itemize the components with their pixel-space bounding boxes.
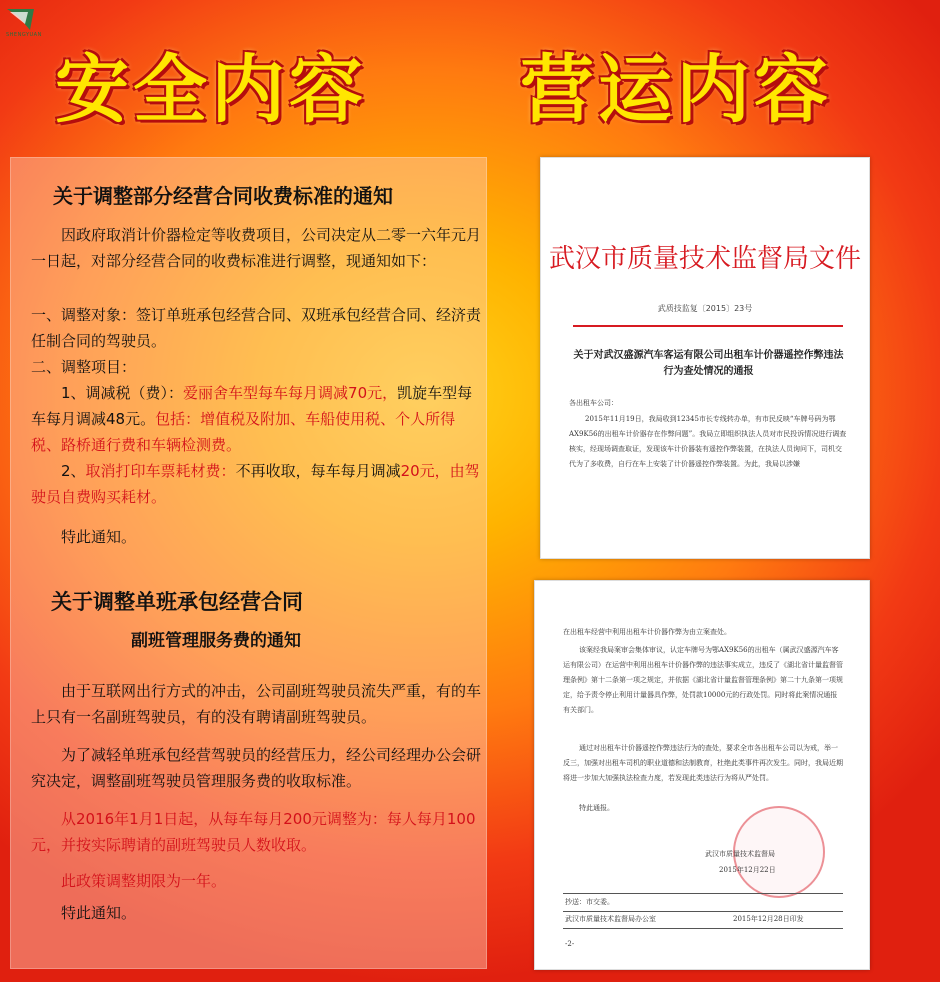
notice2-subtitle: 副班管理服务费的通知 (131, 631, 301, 651)
doc-header: 武汉市质量技术监督局文件 (548, 244, 861, 274)
notice1-item1: 一、调整对象：签订单班承包经营合同、双班承包经营合同、经济责任制合同的驾驶员。 (31, 306, 482, 350)
sub1-label: 1、调减税（费）： (61, 384, 184, 402)
doc2-signature: 武汉市质量技术监督局 (705, 850, 775, 858)
notice1-item2: 二、调整项目： (31, 358, 137, 376)
notice2-para4: 此政策调整期限为一年。 (61, 872, 227, 890)
sub2-black: 不再收取，每车每月调减 (235, 462, 401, 480)
doc2-para2: 通过对出租车计价器遥控作弊违法行为的查处，要求全市各出租车公司以为戒，举一反三，加强对出租车司机的职业道德和法制教育，杜绝此类事件再次发生。同时，我局近期将进一步加大加强执法检查力度，若发现此类违法行为将从严处罚。 (563, 744, 843, 782)
doc2-closing: 特此通报。 (579, 804, 614, 812)
logo-text: SHENGYUAN (6, 32, 42, 38)
sub2-red: 取消打印车票耗材费： (85, 462, 236, 480)
doc-subject: 关于对武汉盛源汽车客运有限公司出租车计价器遥控作弊违法行为查处情况的通报 (573, 350, 844, 377)
sub1-red2: 包括：增值税及附加、车船使用税、个人所得税、路桥通行费和车辆检测费。 (31, 410, 456, 454)
notice1-title: 关于调整部分经营合同收费标准的通知 (53, 184, 393, 208)
doc2-page-mark: -2- (565, 940, 575, 948)
footer-rule-top (563, 893, 843, 894)
doc2-cc: 抄送：市交委。 (565, 898, 614, 906)
notice2-title: 关于调整单班承包经营合同 (51, 590, 303, 614)
notice2-para2: 为了减轻单班承包经营驾驶员的经营压力，经公司经理办公会研究决定，调整副班驾驶员管理服务费的收取标准。 (31, 746, 482, 790)
notice1-intro: 因政府取消计价器检定等收费项目，公司决定从二零一六年元月一日起，对部分经营合同的收费标准进行调整，现通知如下： (31, 226, 482, 270)
safety-headline: 安全内容 (55, 47, 367, 133)
doc2-line1: 在出租车经营中利用出租车计价器作弊为由立案查处。 (563, 628, 731, 636)
notice2-para3: 从2016年1月1日起，从每车每月200元调整为：每人每月100元，并按实际聘请的副班驾驶员人数收取。 (31, 810, 476, 854)
operations-headline: 营运内容 (520, 47, 832, 133)
notice2-closing: 特此通知。 (61, 904, 137, 922)
bus-logo-icon (4, 4, 38, 34)
footer-rule-bottom (563, 928, 843, 929)
doc2-date: 2015年12月22日 (719, 866, 776, 874)
sub1-red: 爱丽舍车型每车每月调减70元， (183, 384, 398, 402)
sub1-black: 凯旋车型每车每月调减48元。 (31, 384, 473, 428)
doc-number: 武质技监复〔2015〕23号 (657, 304, 753, 313)
notice2-para1: 由于互联网出行方式的冲击，公司副班驾驶员流失严重，有的车上只有一名副班驾驶员，有的没有聘请副班驾驶员。 (31, 682, 482, 726)
sub2-prefix: 2、 (61, 462, 86, 480)
doc-red-rule (573, 325, 843, 327)
notice1-sub2 (31, 458, 481, 510)
document-page-1 (540, 157, 870, 559)
doc1-body: 2015年11月19日，我局收到12345市长专线转办单，有市民反映“车牌号码为鄂AX9K56的出租车计价器存在作弊问题”。我局立即组织执法人员对市民投诉情况进行调查核实，经现场调查取证，发现该车计价器装有遥控作弊装置，在执法人员询问下，司机交代为了多收费，自行在车上安装了计价器遥控作弊装置。为此，我局以涉嫌 (569, 415, 847, 468)
sub2-red2: 20元，由驾驶员自费购买耗材。 (31, 462, 480, 506)
document-page-2 (534, 580, 870, 970)
doc2-print-date: 2015年12月28日印发 (733, 915, 804, 923)
doc2-office: 武汉市质量技术监督局办公室 (565, 915, 656, 923)
doc2-para1: 该案经我局案审会集体审议，认定车牌号为鄂AX9K56的出租车（属武汉盛源汽车客运有限公司）在运营中利用出租车计价器作弊的违法事实成立，违反了《湖北省计量监督管理条例》第十二条第一项之规定，并依据《湖北省计量监督管理条例》第二十九条第一项规定，给予责令停止利用计量器具作弊，处罚款10000元的行政处罚。同时将此案情况通报有关部门。 (563, 646, 843, 714)
notice-panel (10, 157, 487, 969)
notice1-closing: 特此通知。 (61, 528, 137, 546)
doc-salutation: 各出租车公司： (569, 399, 618, 407)
notice1-sub1 (31, 380, 481, 458)
